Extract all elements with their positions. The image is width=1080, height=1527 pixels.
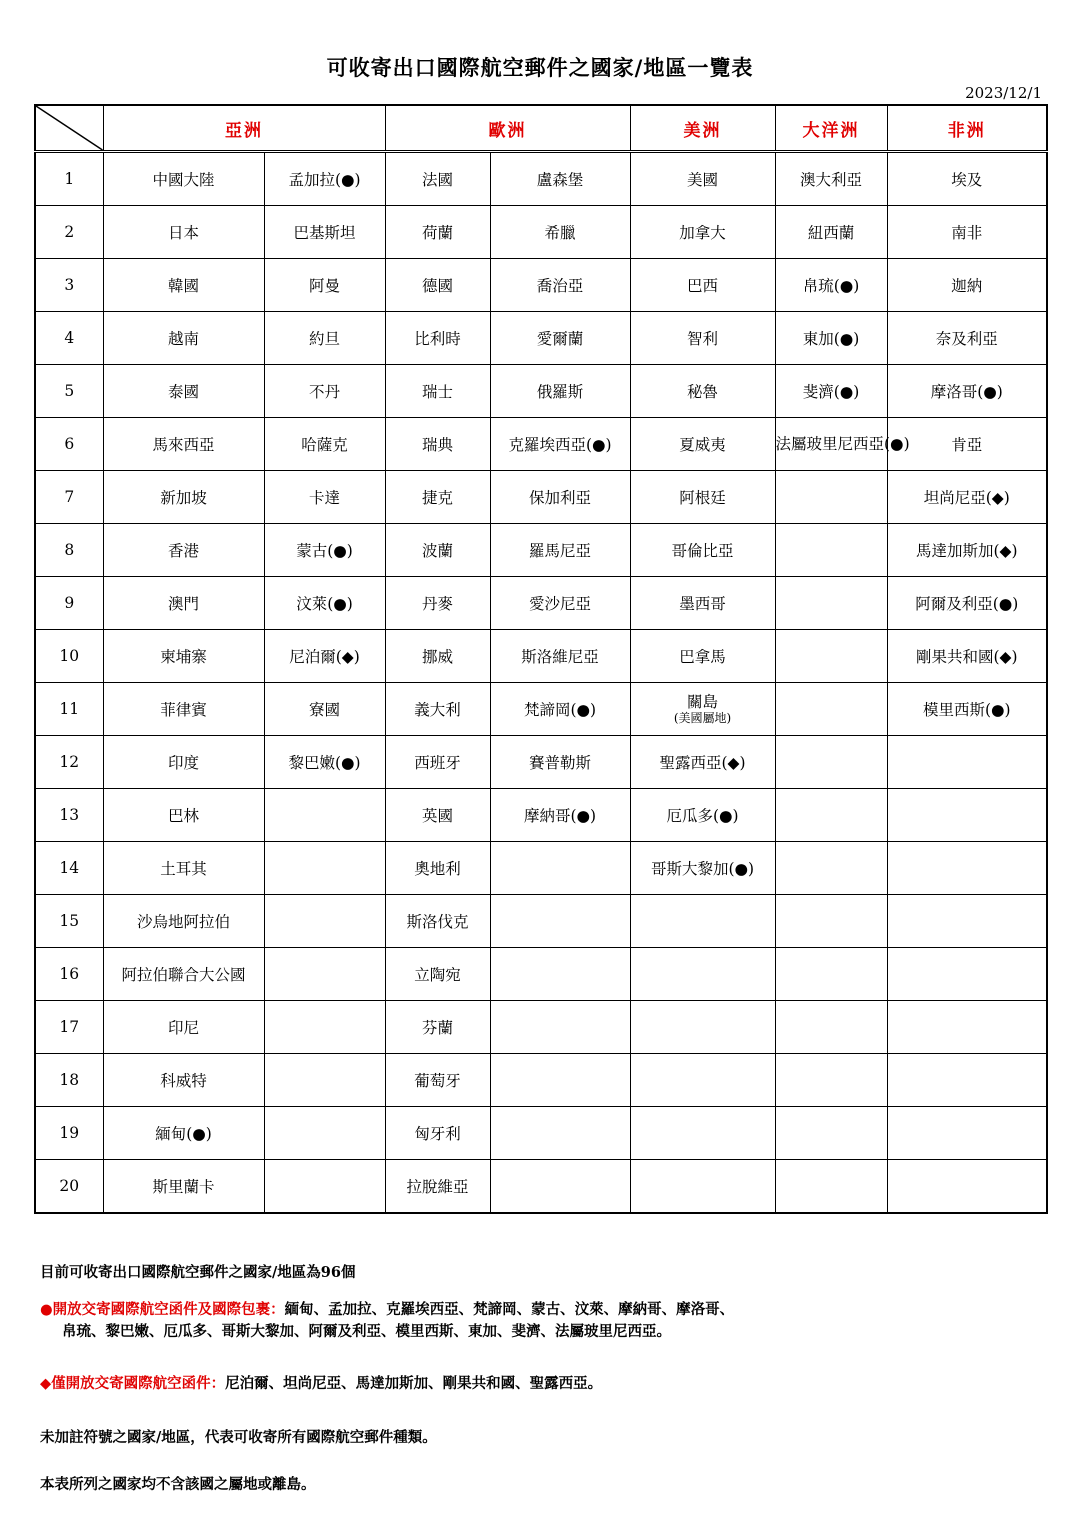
oceania-country <box>775 1001 887 1054</box>
europe-country-b: 喬治亞 <box>490 259 630 312</box>
oceania-country: 法屬玻里尼西亞(●) <box>775 418 887 471</box>
asia-country-a: 沙烏地阿拉伯 <box>103 895 264 948</box>
oceania-country <box>775 895 887 948</box>
table-row <box>35 1001 1047 1054</box>
table-row <box>35 259 1047 312</box>
asia-country-a: 香港 <box>103 524 264 577</box>
europe-country-b: 盧森堡 <box>490 152 630 206</box>
europe-country-a: 奧地利 <box>385 842 490 895</box>
table-row <box>35 1160 1047 1214</box>
oceania-country <box>775 789 887 842</box>
row-number: 8 <box>35 524 103 577</box>
table-row <box>35 630 1047 683</box>
americas-country: 哥斯大黎加(●) <box>630 842 775 895</box>
asia-country-b: 不丹 <box>264 365 385 418</box>
row-number: 6 <box>35 418 103 471</box>
africa-country <box>887 895 1047 948</box>
diagonal-corner-cell <box>35 105 103 152</box>
americas-country: 加拿大 <box>630 206 775 259</box>
asia-country-b: 孟加拉(●) <box>264 152 385 206</box>
asia-country-a: 日本 <box>103 206 264 259</box>
europe-country-a: 英國 <box>385 789 490 842</box>
table-row <box>35 152 1047 206</box>
asia-country-a: 印尼 <box>103 1001 264 1054</box>
note-circle-label: ●開放交寄國際航空函件及國際包裹： <box>40 1301 285 1318</box>
africa-country: 肯亞 <box>887 418 1047 471</box>
table-header-row <box>35 105 1047 152</box>
africa-country: 奈及利亞 <box>887 312 1047 365</box>
europe-country-b: 俄羅斯 <box>490 365 630 418</box>
row-number: 7 <box>35 471 103 524</box>
africa-country: 馬達加斯加(◆) <box>887 524 1047 577</box>
asia-country-b <box>264 842 385 895</box>
africa-country <box>887 1160 1047 1214</box>
europe-country-a: 芬蘭 <box>385 1001 490 1054</box>
table-body <box>35 152 1047 1214</box>
table-row <box>35 418 1047 471</box>
note-diamond-label: ◆僅開放交寄國際航空函件： <box>40 1375 226 1392</box>
asia-country-a: 菲律賓 <box>103 683 264 736</box>
asia-country-b: 蒙古(●) <box>264 524 385 577</box>
oceania-country <box>775 1054 887 1107</box>
asia-country-b <box>264 789 385 842</box>
europe-country-a: 立陶宛 <box>385 948 490 1001</box>
oceania-country <box>775 842 887 895</box>
table-row <box>35 895 1047 948</box>
oceania-country: 澳大利亞 <box>775 152 887 206</box>
europe-country-a: 挪威 <box>385 630 490 683</box>
europe-country-b <box>490 895 630 948</box>
africa-country: 南非 <box>887 206 1047 259</box>
europe-country-b: 羅馬尼亞 <box>490 524 630 577</box>
asia-country-a: 印度 <box>103 736 264 789</box>
asia-country-a: 科威特 <box>103 1054 264 1107</box>
asia-country-a: 越南 <box>103 312 264 365</box>
header-americas: 美洲 <box>630 105 775 152</box>
row-number: 18 <box>35 1054 103 1107</box>
table-row <box>35 736 1047 789</box>
table-row <box>35 683 1047 736</box>
asia-country-b <box>264 1160 385 1214</box>
table-row <box>35 842 1047 895</box>
americas-country <box>630 895 775 948</box>
americas-country-note: (美國屬地) <box>673 711 732 725</box>
oceania-country <box>775 1160 887 1214</box>
europe-country-a: 拉脫維亞 <box>385 1160 490 1214</box>
header-europe: 歐洲 <box>385 105 630 152</box>
europe-country-b: 愛沙尼亞 <box>490 577 630 630</box>
asia-country-b <box>264 895 385 948</box>
americas-country: 秘魯 <box>630 365 775 418</box>
note-unmarked: 未加註符號之國家/地區，代表可收寄所有國際航空郵件種類。 <box>40 1429 437 1446</box>
table-row <box>35 948 1047 1001</box>
asia-country-a: 阿拉伯聯合大公國 <box>103 948 264 1001</box>
africa-country: 剛果共和國(◆) <box>887 630 1047 683</box>
note-circle-list-2: 帛琉、黎巴嫩、厄瓜多、哥斯大黎加、阿爾及利亞、模里西斯、東加、斐濟、法屬玻里尼西亞。 <box>62 1323 671 1340</box>
oceania-country <box>775 471 887 524</box>
row-number: 20 <box>35 1160 103 1214</box>
asia-country-a: 斯里蘭卡 <box>103 1160 264 1214</box>
europe-country-a: 葡萄牙 <box>385 1054 490 1107</box>
americas-country: 聖露西亞(◆) <box>630 736 775 789</box>
oceania-country <box>775 948 887 1001</box>
row-number: 5 <box>35 365 103 418</box>
table-row <box>35 789 1047 842</box>
asia-country-b: 約旦 <box>264 312 385 365</box>
europe-country-b <box>490 842 630 895</box>
europe-country-b: 希臘 <box>490 206 630 259</box>
europe-country-b <box>490 948 630 1001</box>
asia-country-a: 柬埔寨 <box>103 630 264 683</box>
note-total: 目前可收寄出口國際航空郵件之國家/地區為96個 <box>40 1264 356 1281</box>
americas-country <box>630 1054 775 1107</box>
oceania-country <box>775 683 887 736</box>
row-number: 11 <box>35 683 103 736</box>
americas-country <box>630 1107 775 1160</box>
row-number: 16 <box>35 948 103 1001</box>
europe-country-a: 斯洛伐克 <box>385 895 490 948</box>
row-number: 17 <box>35 1001 103 1054</box>
note-diamond-list: 尼泊爾、坦尚尼亞、馬達加斯加、剛果共和國、聖露西亞。 <box>225 1375 603 1392</box>
africa-country <box>887 1001 1047 1054</box>
asia-country-b: 寮國 <box>264 683 385 736</box>
americas-country: 夏威夷 <box>630 418 775 471</box>
americas-country: 墨西哥 <box>630 577 775 630</box>
header-asia: 亞洲 <box>103 105 385 152</box>
europe-country-a: 德國 <box>385 259 490 312</box>
table-row <box>35 365 1047 418</box>
asia-country-a: 中國大陸 <box>103 152 264 206</box>
americas-country: 巴西 <box>630 259 775 312</box>
europe-country-a: 匈牙利 <box>385 1107 490 1160</box>
africa-country: 坦尚尼亞(◆) <box>887 471 1047 524</box>
row-number: 12 <box>35 736 103 789</box>
europe-country-b: 賽普勒斯 <box>490 736 630 789</box>
asia-country-b: 巴基斯坦 <box>264 206 385 259</box>
americas-country: 智利 <box>630 312 775 365</box>
row-number: 4 <box>35 312 103 365</box>
row-number: 19 <box>35 1107 103 1160</box>
oceania-country: 帛琉(●) <box>775 259 887 312</box>
table-row <box>35 1107 1047 1160</box>
europe-country-b: 斯洛維尼亞 <box>490 630 630 683</box>
oceania-country: 紐西蘭 <box>775 206 887 259</box>
table-row <box>35 577 1047 630</box>
europe-country-b: 愛爾蘭 <box>490 312 630 365</box>
asia-country-a: 巴林 <box>103 789 264 842</box>
africa-country: 迦納 <box>887 259 1047 312</box>
europe-country-b: 摩納哥(●) <box>490 789 630 842</box>
africa-country <box>887 1107 1047 1160</box>
americas-country <box>630 683 775 736</box>
asia-country-b <box>264 1001 385 1054</box>
diagonal-line <box>36 106 103 150</box>
row-number: 15 <box>35 895 103 948</box>
asia-country-b: 汶萊(●) <box>264 577 385 630</box>
africa-country: 模里西斯(●) <box>887 683 1047 736</box>
americas-country: 阿根廷 <box>630 471 775 524</box>
oceania-country <box>775 630 887 683</box>
table-row <box>35 524 1047 577</box>
note-diamond <box>40 1373 1050 1395</box>
asia-country-b <box>264 1054 385 1107</box>
oceania-country <box>775 524 887 577</box>
row-number: 1 <box>35 152 103 206</box>
oceania-country <box>775 577 887 630</box>
americas-country-name: 關島 <box>686 693 718 711</box>
asia-country-a: 澳門 <box>103 577 264 630</box>
asia-country-a: 韓國 <box>103 259 264 312</box>
oceania-country <box>775 736 887 789</box>
row-number: 14 <box>35 842 103 895</box>
asia-country-a: 新加坡 <box>103 471 264 524</box>
asia-country-a: 緬甸(●) <box>103 1107 264 1160</box>
asia-country-a: 土耳其 <box>103 842 264 895</box>
country-table <box>34 104 1048 1214</box>
africa-country: 阿爾及利亞(●) <box>887 577 1047 630</box>
row-number: 10 <box>35 630 103 683</box>
europe-country-a: 法國 <box>385 152 490 206</box>
europe-country-b: 克羅埃西亞(●) <box>490 418 630 471</box>
americas-country <box>630 1001 775 1054</box>
row-number: 2 <box>35 206 103 259</box>
europe-country-a: 荷蘭 <box>385 206 490 259</box>
africa-country <box>887 842 1047 895</box>
europe-country-b <box>490 1107 630 1160</box>
asia-country-b: 尼泊爾(◆) <box>264 630 385 683</box>
europe-country-a: 比利時 <box>385 312 490 365</box>
americas-country: 厄瓜多(●) <box>630 789 775 842</box>
europe-country-b <box>490 1160 630 1214</box>
americas-country <box>630 948 775 1001</box>
header-africa: 非洲 <box>887 105 1047 152</box>
table-row <box>35 312 1047 365</box>
europe-country-b: 梵諦岡(●) <box>490 683 630 736</box>
asia-country-b: 阿曼 <box>264 259 385 312</box>
note-circle <box>40 1299 1050 1343</box>
asia-country-b <box>264 1107 385 1160</box>
header-oceania: 大洋洲 <box>775 105 887 152</box>
europe-country-a: 瑞士 <box>385 365 490 418</box>
table-row <box>35 471 1047 524</box>
asia-country-b: 卡達 <box>264 471 385 524</box>
europe-country-a: 丹麥 <box>385 577 490 630</box>
europe-country-a: 瑞典 <box>385 418 490 471</box>
asia-country-a: 泰國 <box>103 365 264 418</box>
table-row <box>35 206 1047 259</box>
row-number: 13 <box>35 789 103 842</box>
africa-country <box>887 948 1047 1001</box>
note-exclusion: 本表所列之國家均不含該國之屬地或離島。 <box>40 1476 316 1493</box>
americas-country: 美國 <box>630 152 775 206</box>
asia-country-b: 黎巴嫩(●) <box>264 736 385 789</box>
oceania-country <box>775 1107 887 1160</box>
asia-country-b <box>264 948 385 1001</box>
africa-country <box>887 736 1047 789</box>
europe-country-b <box>490 1054 630 1107</box>
africa-country <box>887 789 1047 842</box>
date-label: 2023/12/1 <box>965 84 1042 102</box>
page-title: 可收寄出口國際航空郵件之國家/地區一覽表 <box>326 55 754 80</box>
europe-country-a: 捷克 <box>385 471 490 524</box>
americas-country: 巴拿馬 <box>630 630 775 683</box>
europe-country-a: 義大利 <box>385 683 490 736</box>
asia-country-a: 馬來西亞 <box>103 418 264 471</box>
note-circle-list-1: 緬甸、孟加拉、克羅埃西亞、梵諦岡、蒙古、汶萊、摩納哥、摩洛哥、 <box>284 1301 735 1318</box>
row-number: 9 <box>35 577 103 630</box>
africa-country: 埃及 <box>887 152 1047 206</box>
row-number: 3 <box>35 259 103 312</box>
americas-country <box>630 1160 775 1214</box>
africa-country: 摩洛哥(●) <box>887 365 1047 418</box>
table-row <box>35 1054 1047 1107</box>
europe-country-a: 西班牙 <box>385 736 490 789</box>
europe-country-b: 保加利亞 <box>490 471 630 524</box>
americas-country: 哥倫比亞 <box>630 524 775 577</box>
europe-country-a: 波蘭 <box>385 524 490 577</box>
africa-country <box>887 1054 1047 1107</box>
europe-country-b <box>490 1001 630 1054</box>
oceania-country: 斐濟(●) <box>775 365 887 418</box>
oceania-country: 東加(●) <box>775 312 887 365</box>
asia-country-b: 哈薩克 <box>264 418 385 471</box>
